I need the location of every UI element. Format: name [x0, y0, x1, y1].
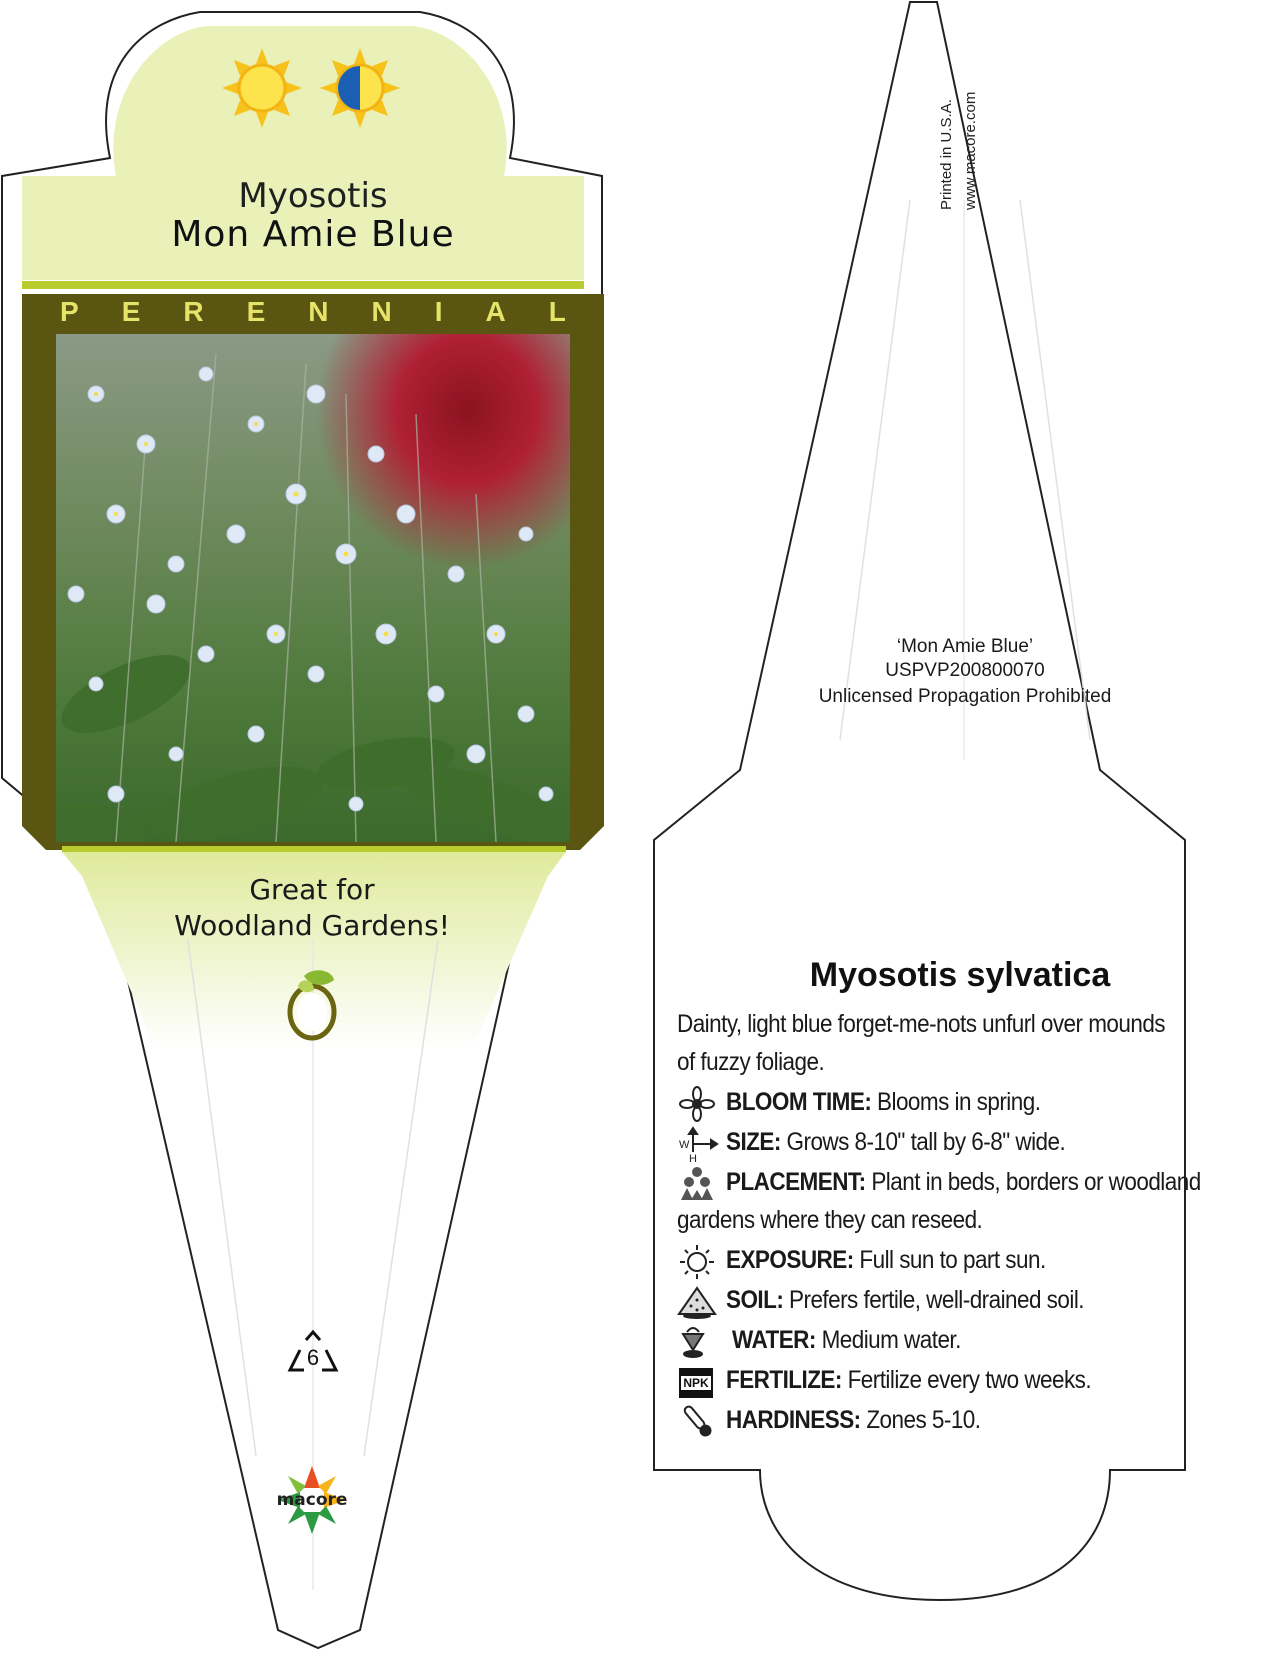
- water-row: [732, 1320, 1277, 1360]
- header-stripe: [22, 281, 584, 289]
- fertilizer-npk-icon: [677, 1364, 717, 1400]
- plant-genus: Myosotis: [238, 176, 388, 216]
- full-sun-icon: [220, 46, 304, 130]
- water-label: WATER:: [732, 1326, 816, 1354]
- sun-exposure-icon: [677, 1244, 717, 1280]
- species-name: Myosotis sylvatica: [809, 956, 1111, 994]
- category-letter: A: [485, 296, 506, 327]
- soil-value: Prefers fertile, well-drained soil.: [789, 1286, 1085, 1314]
- plant-cultivar: Mon Amie Blue: [171, 214, 455, 255]
- watering-can-icon: [677, 1324, 717, 1360]
- printed-in: Printed in U.S.A.: [938, 99, 955, 210]
- category-letter: P: [60, 296, 79, 327]
- category-perennial: [22, 296, 604, 328]
- seedling-icon: [284, 966, 342, 1042]
- soil-icon: [677, 1284, 717, 1320]
- placement-value-line2: gardens where they can reseed.: [677, 1206, 983, 1234]
- exposure-row: [726, 1240, 1277, 1280]
- exposure-value: Full sun to part sun.: [859, 1246, 1046, 1274]
- size-row: [726, 1122, 1277, 1162]
- soil-label: SOIL:: [726, 1286, 784, 1314]
- recycle-icon: [286, 1330, 340, 1380]
- category-letter: R: [183, 296, 204, 327]
- tagline: [100, 872, 524, 944]
- category-letter: N: [371, 296, 392, 327]
- category-letter: L: [548, 296, 566, 327]
- website-link[interactable]: www.macore.com: [962, 91, 979, 210]
- part-sun-icon: [318, 46, 402, 130]
- tagline-line1: Great for: [249, 873, 375, 906]
- category-letter: E: [246, 296, 266, 327]
- water-value: Medium water.: [821, 1326, 961, 1354]
- flower-icon: [677, 1086, 717, 1122]
- tagline-line2: Woodland Gardens!: [174, 909, 450, 942]
- description-line1: Dainty, light blue forget-me-nots unfurl over mounds: [677, 1010, 1166, 1038]
- size-label: SIZE:: [726, 1128, 781, 1156]
- legal-cultivar-name: ‘Mon Amie Blue’: [896, 636, 1034, 657]
- patent-number: USPVP200800070: [885, 660, 1045, 681]
- plant-photo: [56, 334, 570, 842]
- placement-label: PLACEMENT:: [726, 1168, 866, 1196]
- placement-icon: [677, 1166, 717, 1202]
- size-value: Grows 8-10" tall by 6-8" wide.: [786, 1128, 1066, 1156]
- propagation-notice: Unlicensed Propagation Prohibited: [818, 686, 1112, 707]
- size-icon: [677, 1126, 717, 1165]
- bloom-time-row: [726, 1082, 1277, 1122]
- category-letter: N: [308, 296, 329, 327]
- size-icon-w: W: [679, 1139, 690, 1151]
- exposure-label: EXPOSURE:: [726, 1246, 854, 1274]
- placement-value: Plant in beds, borders or woodland: [871, 1168, 1201, 1196]
- description-line2: of fuzzy foliage.: [677, 1048, 825, 1076]
- bloom-time-label: BLOOM TIME:: [726, 1088, 872, 1116]
- size-icon-h: H: [689, 1153, 697, 1165]
- category-letter: I: [434, 296, 443, 327]
- npk-text: NPK: [683, 1376, 709, 1390]
- bloom-time-value: Blooms in spring.: [877, 1088, 1041, 1116]
- hardiness-row: [726, 1400, 1277, 1440]
- fertilize-label: FERTILIZE:: [726, 1366, 842, 1394]
- hardiness-value: Zones 5-10.: [866, 1406, 981, 1434]
- recycle-number: 6: [306, 1345, 320, 1370]
- soil-row: [726, 1280, 1277, 1320]
- category-letter: E: [121, 296, 141, 327]
- placement-row: [726, 1162, 1277, 1202]
- fertilize-row: [726, 1360, 1277, 1400]
- hardiness-label: HARDINESS:: [726, 1406, 861, 1434]
- plant-photo-art: [56, 334, 570, 842]
- thermometer-icon: [677, 1404, 717, 1440]
- fertilize-value: Fertilize every two weeks.: [847, 1366, 1092, 1394]
- brand-name: macore: [276, 1490, 348, 1510]
